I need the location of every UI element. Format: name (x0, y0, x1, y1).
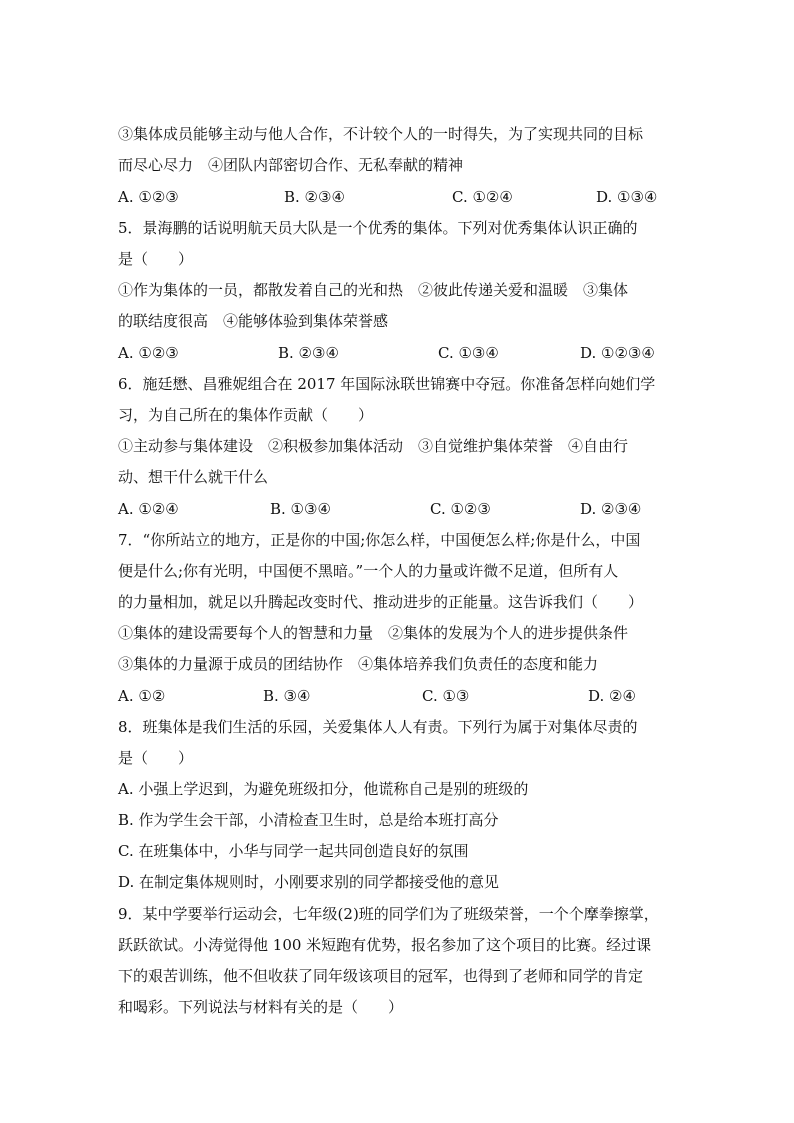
q5-option-c[interactable]: C. ①③④ (438, 344, 499, 362)
q7-option-c[interactable]: C. ①③ (422, 687, 470, 705)
q9-stem-cont-1: 跃跃欲试。小涛觉得他 100 米短跑有优势，报名参加了这个项目的比赛。经过课 (118, 936, 652, 954)
q5-options (118, 343, 678, 363)
q6-options (118, 499, 678, 519)
q6-statements-cont: 动、想干什么就干什么 (118, 468, 269, 486)
q8-stem-cont: 是（ ） (118, 749, 194, 767)
q7-statements-2: ③集体的力量源于成员的团结协作 ④集体培养我们负责任的态度和能力 (118, 655, 599, 673)
q4-option-d[interactable]: D. ①③④ (596, 188, 658, 206)
q7-option-a[interactable]: A. ①② (118, 687, 166, 705)
q4-option-a[interactable]: A. ①②③ (118, 188, 179, 206)
q5-stem: 5．景海鹏的话说明航天员大队是一个优秀的集体。下列对优秀集体认识正确的 (118, 219, 638, 237)
q7-statements-1: ①集体的建设需要每个人的智慧和力量 ②集体的发展为个人的进步提供条件 (118, 624, 629, 642)
q6-option-a[interactable]: A. ①②④ (118, 500, 179, 518)
q7-option-d[interactable]: D. ②④ (588, 687, 636, 705)
q7-options (118, 686, 678, 706)
q7-stem: 7．“你所站立的地方，正是你的中国;你怎么样，中国便怎么样;你是什么，中国 (118, 531, 641, 549)
q7-stem-cont-2: 的力量相加，就足以升腾起改变时代、推动进步的正能量。这告诉我们（ ） (118, 593, 644, 611)
q5-statements: ①作为集体的一员，都散发着自己的光和热 ②彼此传递关爱和温暖 ③集体 (118, 281, 629, 299)
q5-stem-cont: 是（ ） (118, 250, 194, 268)
q6-stem-cont: 习，为自己所在的集体作贡献（ ） (118, 406, 374, 424)
q5-option-d[interactable]: D. ①②③④ (580, 344, 655, 362)
q8-option-d[interactable]: D. 在制定集体规则时，小刚要求别的同学都接受他的意见 (118, 873, 500, 891)
q5-option-b[interactable]: B. ②③④ (278, 344, 339, 362)
q8-option-a[interactable]: A. 小强上学迟到，为避免班级扣分，他谎称自己是别的班级的 (118, 780, 529, 798)
q9-stem: 9．某中学要举行运动会，七年级(2)班的同学们为了班级荣誉，一个个摩拳擦掌， (118, 905, 659, 923)
q6-statements: ①主动参与集体建设 ②积极参加集体活动 ③自觉维护集体荣誉 ④自由行 (118, 437, 629, 455)
q6-option-b[interactable]: B. ①③④ (270, 500, 331, 518)
q8-option-b[interactable]: B. 作为学生会干部，小清检查卫生时，总是给本班打高分 (118, 811, 499, 829)
q5-statements-cont: 的联结度很高 ④能够体验到集体荣誉感 (118, 312, 389, 330)
q5-option-a[interactable]: A. ①②③ (118, 344, 179, 362)
q4-statement-3: ③集体成员能够主动与他人合作，不计较个人的一时得失，为了实现共同的目标 (118, 125, 644, 143)
q6-stem: 6．施廷懋、昌雅妮组合在 2017 年国际泳联世锦赛中夺冠。你准备怎样向她们学 (118, 375, 656, 393)
q4-statement-4: 而尽心尽力 ④团队内部密切合作、无私奉献的精神 (118, 156, 464, 174)
q6-option-c[interactable]: C. ①②③ (430, 500, 491, 518)
q4-option-c[interactable]: C. ①②④ (452, 188, 513, 206)
q8-option-c[interactable]: C. 在班集体中，小华与同学一起共同创造良好的氛围 (118, 842, 469, 860)
q4-options (118, 187, 678, 207)
q9-stem-cont-3: 和喝彩。下列说法与材料有关的是（ ） (118, 998, 404, 1016)
q6-option-d[interactable]: D. ②③④ (580, 500, 642, 518)
q9-stem-cont-2: 下的艰苦训练，他不但收获了同年级该项目的冠军，也得到了老师和同学的肯定 (118, 967, 644, 985)
q7-option-b[interactable]: B. ③④ (263, 687, 311, 705)
q8-stem: 8．班集体是我们生活的乐园，关爱集体人人有责。下列行为属于对集体尽责的 (118, 718, 638, 736)
q4-option-b[interactable]: B. ②③④ (284, 188, 345, 206)
q7-stem-cont-1: 便是什么;你有光明，中国便不黑暗。”一个人的力量或许微不足道，但所有人 (118, 562, 619, 580)
